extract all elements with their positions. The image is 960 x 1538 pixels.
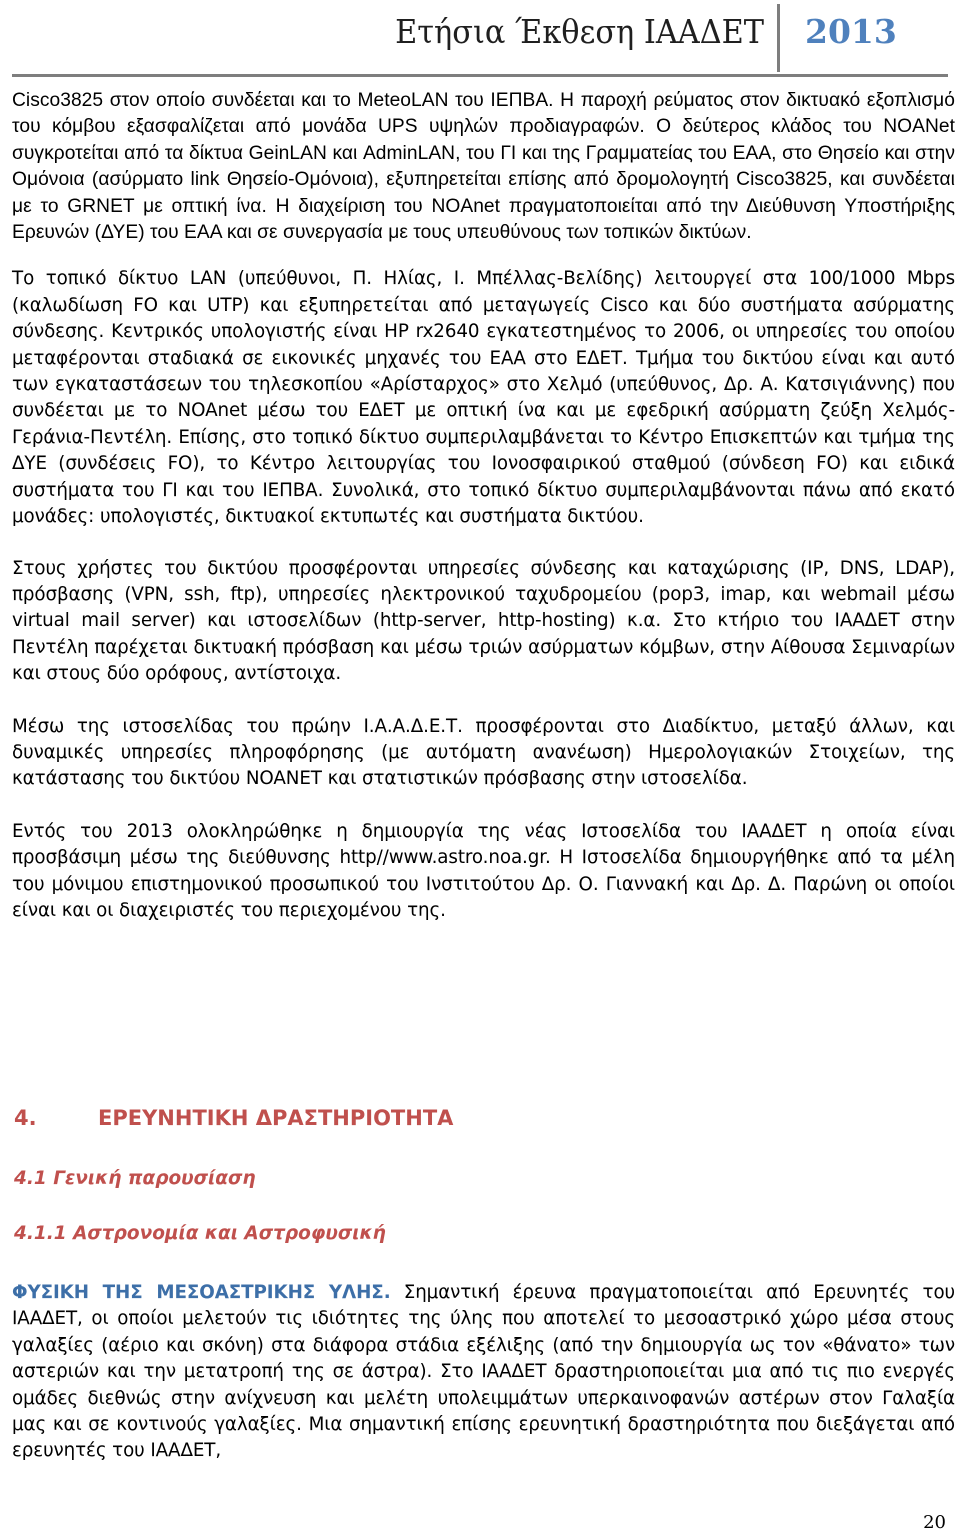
section-title: ΕΡΕΥΝΗΤΙΚΗ ΔΡΑΣΤΗΡΙΟΤΗΤΑ: [98, 1106, 454, 1130]
section-heading: [14, 1106, 453, 1130]
page-body: [12, 88, 955, 924]
paragraph-lead: ΦΥΣΙΚΗ ΤΗΣ ΜΕΣΟΑΣΤΡΙΚΗΣ ΥΛΗΣ.: [12, 1282, 391, 1303]
subsubsection-heading: 4.1.1 Αστρονομία και Αστροφυσική: [14, 1223, 386, 1244]
paragraph-local-lan: Το τοπικό δίκτυο LAN (υπεύθυνοι, Π. Ηλίας, Ι. Μπέλλας-Βελίδης) λειτουργεί στα 100/1000 Mbps (καλωδίωση FO και UTP) και εξυπηρετείται από μεταγωγείς Cisco και δύο συστήματα ασύρματης σύνδεσης. Κεντρικός υπολογιστής είναι HP rx2640 εγκατεστημένος το 2006, οι υπηρεσίες του οποίου μεταφέρονται σταδιακά σε εικονικές μηχανές του ΕΑΑ στο ΕΔΕΤ. Τμήμα του δικτύου είναι και αυτό των εγκαταστάσεων του τηλεσκοπίου «Αρίσταρχος» στο Χελμό (υπεύθυνος, Δρ. Α. Κατσιγιάννης) που συνδέεται με το NOAnet μέσω του ΕΔΕΤ με οπτική ίνα και με εφεδρική ασύρματη ζεύξη Χελμός-Γεράνια-Πεντέλη. Επίσης, στο τοπικό δίκτυο συμπεριλαμβάνεται το Κέντρο Επισκεπτών και τμήμα της ΔΥΕ (συνδέσεις FO), το Κέντρο λειτουργίας του Ιονοσφαιρικού σταθμού (σύνδεση FO) και ειδικά συστήματα του ΓΙ και του ΙΕΠΒΑ. Συνολικά, στο τοπικό δίκτυο συμπεριλαμβάνονται πάνω από εκατό μονάδες: υπολογιστές, δικτυακοί εκτυπωτές και συστήματα δικτύου.: [12, 268, 955, 528]
page-number: 20: [923, 1512, 946, 1533]
report-year: 2013: [805, 12, 897, 51]
page-header: [0, 0, 960, 82]
paragraph-user-services: Στους χρήστες του δικτύου προσφέρονται υπηρεσίες σύνδεσης και καταχώρισης (IP, DNS, LDAP), πρόσβασης (VPN, ssh, ftp), υπηρεσίες ηλεκτρονικού ταχυδρομείου (pop3, imap, και webmail μέσω virtual mail server) και ιστοσελίδων (http-server, http-hosting) κ.α. Στο κτήριο του ΙΑΑΔΕΤ στην Πεντέλη παρέχεται δικτυακή πρόσβαση και μέσω τριών ασύρματων κόμβων, στην Αίθουσα Σεμιναρίων και στους δύο ορόφους, αντίστοιχα.: [12, 557, 955, 685]
paragraph-interstellar-matter: [12, 1280, 955, 1465]
header-rule: [12, 74, 948, 77]
paragraph-network-branches: Cisco3825 στον οποίο συνδέεται και το MeteoLAN του ΙΕΠΒΑ. Η παροχή ρεύματος στον δικτυακό εξοπλισμό του κόμβου εξασφαλίζεται από μονάδα UPS υψηλών προδιαγραφών. Ο δεύτερος κλάδος του NOANet συγκροτείται από τα δίκτυα GeinLAN και AdminLAN, του ΓΙ και της Γραμματείας του ΕΑΑ, στο Θησείο και στην Ομόνοια (ασύρματο link Θησείο-Ομόνοια), εξυπηρετείται επίσης από δρομολογητή Cisco3825, και συνδέεται με το GRNET με οπτική ίνα. Η διαχείριση του NOAnet πραγματοποιείται από την Διεύθυνση Υποστήριξης Ερευνών (ΔΥΕ) του ΕΑΑ και σε συνεργασία με τους υπευθύνους των τοπικών δικτύων.: [12, 90, 955, 244]
header-separator: [777, 4, 790, 72]
report-title: Ετήσια Έκθεση ΙΑΑΔΕΤ: [395, 12, 764, 51]
paragraph-new-website: Εντός του 2013 ολοκληρώθηκε η δημιουργία της νέας Ιστοσελίδα του ΙΑΑΔΕΤ η οποία είναι προσβάσιμη μέσω της διεύθυνσης http//www.astro.noa.gr. Η Ιστοσελίδα δημιουργήθηκε από τα μέλη του μόνιμου επιστημονικού προσωπικού του Ινστιτούτου Δρ. Ο. Γιαννακή και Δρ. Δ. Παρώνη οι οποίοι είναι και οι διαχειριστές του περιεχομένου της.: [12, 820, 955, 921]
final-paragraph-block: [12, 1280, 955, 1465]
paragraph-website-services: Μέσω της ιστοσελίδας του πρώην Ι.Α.Α.Δ.Ε.Τ. προσφέρονται στο Διαδίκτυο, μεταξύ άλλων, και δυναμικές υπηρεσίες πληροφόρησης (με αυτόματη ανανέωση) Ημερολογιακών Στοιχείων, της κατάστασης του δικτύου NOANET και στατιστικών πρόσβασης στην ιστοσελίδα.: [12, 715, 955, 790]
subsection-heading: 4.1 Γενική παρουσίαση: [14, 1168, 256, 1189]
section-number: 4.: [14, 1106, 37, 1130]
paragraph-text: Σημαντική έρευνα πραγματοποιείται από Ερευνητές του ΙΑΑΔΕΤ, οι οποίοι μελετούν τις ιδιότητες της ύλης που αποτελεί το μεσοαστρικό χώρο μέσα στους γαλαξίες (αέριο και σκόνη) στα διάφορα στάδια εξέλιξης (από την δημιουργία ως τον «θάνατο» των αστεριών και την μετατροπή της σε άστρα). Στο ΙΑΑΔΕΤ δραστηριοποιείται μια από τις πιο ενεργές ομάδες διεθνώς στην ανίχνευση και μελέτη υπολειμμάτων υπερκαινοφανών αστέρων στον Γαλαξία μας και σε κοντινούς γαλαξίες. Μια σημαντική επίσης ερευνητική δραστηριότητα που διεξάγεται από ερευνητές του ΙΑΑΔΕΤ,: [12, 1282, 956, 1462]
